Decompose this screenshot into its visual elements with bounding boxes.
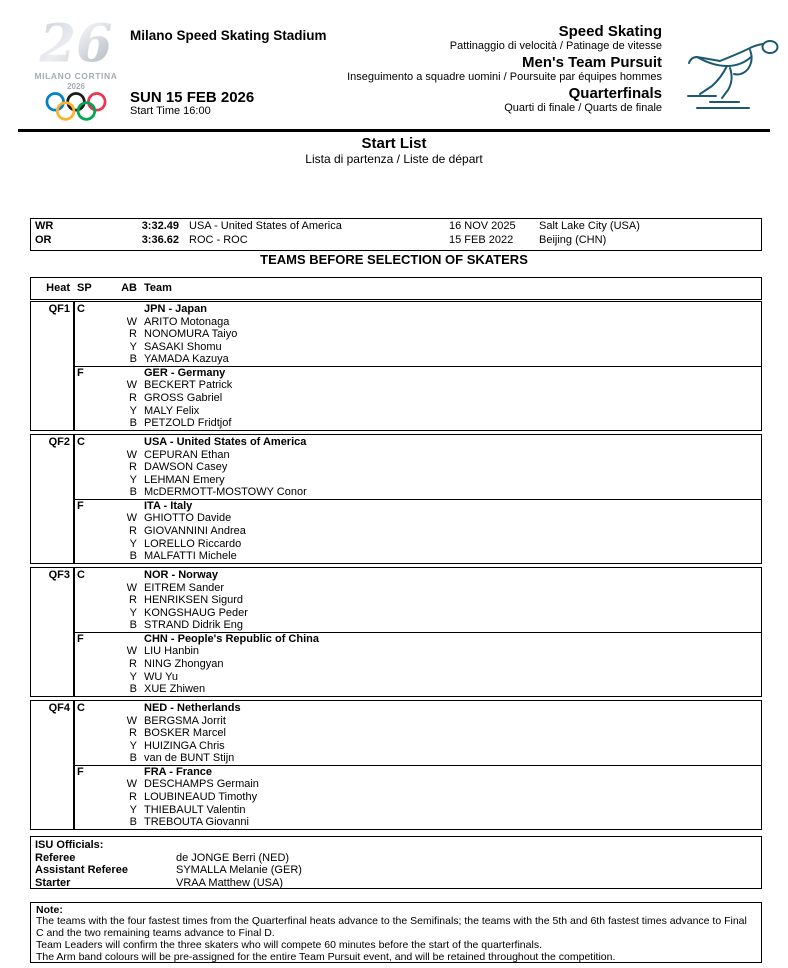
sp-letter: C [77,569,85,581]
team-block [31,367,761,430]
olympic-rings-icon [44,92,108,122]
skater-row [31,316,761,329]
armband-letter: W [126,778,137,791]
skater-row [31,550,761,563]
record-team: ROC - ROC [189,234,248,246]
team-header-row [31,436,761,449]
skater-row [31,341,761,354]
skater-row [31,645,761,658]
event-date: SUN 15 FEB 2026 [130,89,255,106]
team-name: NOR - Norway [144,569,218,581]
skater-name: WU Yu [144,670,179,683]
official-row [31,852,761,865]
official-name: SYMALLA Melanie (GER) [176,864,302,877]
sp-letter: C [77,303,85,315]
record-label: WR [35,220,54,232]
team-block [31,766,761,829]
sp-letter: F [77,499,84,512]
skater-name: HENRIKSEN Sigurd [144,594,244,607]
skater-name: GIOVANNINI Andrea [144,524,246,537]
skater-name: XUE Zhiwen [144,683,206,696]
team-header-row [31,367,761,380]
official-name: VRAA Matthew (USA) [176,876,283,889]
skater-name: GROSS Gabriel [144,391,223,404]
skater-name: THIEBAULT Valentin [144,803,246,816]
document-title: Start List [361,135,427,152]
skater-row [31,607,761,620]
armband-letter: R [129,657,137,670]
skater-row [31,449,761,462]
skater-name: MALY Felix [144,404,200,417]
sp-letter: F [77,765,84,778]
record-place: Salt Lake City (USA) [539,220,640,232]
team-name: USA - United States of America [144,436,307,448]
team-name: FRA - France [144,765,213,778]
armband-letter: R [129,461,137,474]
logo-mark-26 [37,12,115,72]
armband-letter: B [129,486,137,499]
armband-letter: B [129,752,137,765]
venue-title: Milano Speed Skating Stadium [130,28,327,43]
armband-letter: W [126,645,137,658]
heat-box [30,301,762,431]
skater-row [31,405,761,418]
team-header-row [31,569,761,582]
event-name: Men's Team Pursuit [522,54,662,71]
skater-name: NONOMURA Taiyo [144,328,238,341]
team-name: CHN - People's Republic of China [144,632,319,645]
team-header-row [31,303,761,316]
sp-letter: F [77,366,84,379]
skater-name: CEPURAN Ethan [144,448,230,461]
official-row [31,877,761,890]
skater-row [31,353,761,366]
header-rule [18,129,770,132]
start-time: Start Time 16:00 [130,105,211,117]
record-time: 3:36.62 [141,234,179,246]
team-block [31,569,761,632]
record-time: 3:32.49 [141,220,179,232]
skater-name: EITREM Sander [144,581,225,594]
armband-letter: B [129,619,137,632]
skater-name: BERGSMA Jorrit [144,714,226,727]
section-title: TEAMS BEFORE SELECTION OF SKATERS [260,252,528,267]
document-subtitle: Lista di partenza / Liste de départ [305,152,483,166]
note-title: Note: [36,904,63,916]
skater-row [31,417,761,430]
skater-name: PETZOLD Fridtjof [144,417,232,430]
skater-row [31,791,761,804]
skater-name: BECKERT Patrick [144,379,233,392]
team-header-row [31,633,761,646]
armband-letter: W [126,315,137,328]
armband-letter: R [129,391,137,404]
sport-subtitle: Pattinaggio di velocità / Patinage de vitesse [449,40,662,52]
armband-letter: Y [129,739,137,752]
armband-letter: R [129,790,137,803]
skater-row [31,582,761,595]
skater-row [31,778,761,791]
team-header-row [31,500,761,513]
skater-name: NING Zhongyan [144,657,224,670]
skater-row [31,594,761,607]
skater-name: TREBOUTA Giovanni [144,816,249,829]
armband-letter: Y [129,670,137,683]
armband-letter: B [129,550,137,563]
skater-row [31,715,761,728]
note-line: The teams with the four fastest times from the Quarterfinal heats advance to the Semifinals; the teams with the 5th and 6th fastest times advance to Final C and the two remaining teams advance to Final D. [36,915,747,939]
team-block [31,303,761,366]
skater-name: GHIOTTO Davide [144,512,232,525]
skater-row [31,671,761,684]
armband-letter: Y [129,340,137,353]
skater-row [31,461,761,474]
skater-row [31,486,761,499]
skater-name: KONGSHAUG Peder [144,606,248,619]
skater-row [31,512,761,525]
skater-row [31,816,761,829]
team-block [31,500,761,563]
official-row [31,864,761,877]
team-header-row [31,766,761,779]
games-logo [28,12,124,122]
armband-letter: Y [129,404,137,417]
armband-letter: W [126,581,137,594]
skater-name: YAMADA Kazuya [144,353,229,366]
skater-name: MALFATTI Michele [144,550,237,563]
heat-label: QF1 [48,303,70,315]
skater-row [31,474,761,487]
team-block [31,702,761,765]
skater-row [31,752,761,765]
col-sp: SP [77,282,92,294]
heat-box [30,567,762,697]
skater-name: LORELLO Riccardo [144,537,242,550]
armband-letter: W [126,512,137,525]
heat-box [30,700,762,830]
skater-name: van de BUNT Stijn [144,752,235,765]
col-ab: AB [121,282,137,294]
sport-title: Speed Skating [558,23,662,40]
armband-letter: W [126,714,137,727]
record-row [31,220,761,234]
skater-row [31,683,761,696]
heat-label: QF2 [48,436,70,448]
logo-brand-text: MILANO CORTINA [34,71,118,81]
armband-letter: R [129,727,137,740]
heat-label: QF3 [48,569,70,581]
official-role: Assistant Referee [35,864,128,877]
record-place: Beijing (CHN) [539,234,607,246]
teams-table-header [30,277,762,300]
col-team: Team [144,282,172,294]
sp-letter: C [77,702,85,714]
skater-name: DESCHAMPS Germain [144,778,259,791]
record-label: OR [35,234,52,246]
skater-row [31,538,761,551]
record-row [31,234,761,248]
armband-letter: B [129,417,137,430]
skater-row [31,804,761,817]
armband-letter: R [129,594,137,607]
armband-letter: Y [129,803,137,816]
skater-name: McDERMOTT-MOSTOWY Conor [144,486,307,499]
team-name: NED - Netherlands [144,702,241,714]
armband-letter: Y [129,473,137,486]
armband-letter: B [129,683,137,696]
official-role: Starter [35,876,71,889]
team-name: GER - Germany [144,366,226,379]
skater-name: LEHMAN Emery [144,473,225,486]
skater-row [31,379,761,392]
phase-title: Quarterfinals [568,85,662,102]
skater-row [31,727,761,740]
armband-letter: B [129,816,137,829]
heat-box [30,434,762,564]
skater-name: LIU Hanbin [144,645,200,658]
event-subtitle: Inseguimento a squadre uomini / Poursuite par équipes hommes [347,71,662,83]
note-line: Team Leaders will confirm the three skaters who will compete 60 minutes before the start of the quarterfinals. [36,938,542,951]
team-name: JPN - Japan [144,303,207,315]
team-block [31,436,761,499]
note-line: The Arm band colours will be pre-assigned for the entire Team Pursuit event, and will be retained throughout the competition. [36,950,616,963]
sp-letter: C [77,436,85,448]
officials-box [30,836,762,889]
armband-letter: Y [129,537,137,550]
skater-name: SASAKI Shomu [144,340,222,353]
skater-row [31,525,761,538]
armband-letter: W [126,379,137,392]
logo-year-text: 2026 [67,82,85,91]
sp-letter: F [77,632,84,645]
team-block [31,633,761,696]
skater-row [31,392,761,405]
armband-letter: Y [129,606,137,619]
skater-row [31,740,761,753]
skater-name: LOUBINEAUD Timothy [144,790,258,803]
svg-text:26: 26 [39,13,113,72]
official-name: de JONGE Berri (NED) [176,851,290,864]
skater-name: HUIZINGA Chris [144,739,225,752]
record-date: 16 NOV 2025 [449,220,516,232]
skater-name: ARITO Motonaga [144,315,230,328]
col-heat: Heat [46,282,70,294]
note-box [30,902,762,963]
official-role: Referee [35,851,76,864]
skater-name: BOSKER Marcel [144,727,226,740]
skater-name: DAWSON Casey [144,461,228,474]
heat-label: QF4 [48,702,70,714]
armband-letter: R [129,524,137,537]
skater-row [31,658,761,671]
officials-title: ISU Officials: [35,839,104,851]
skater-row [31,328,761,341]
records-box [30,218,762,251]
speed-skater-icon [683,32,783,112]
armband-letter: R [129,328,137,341]
team-header-row [31,702,761,715]
team-name: ITA - Italy [144,499,193,512]
phase-subtitle: Quarti di finale / Quarts de finale [504,102,662,114]
skater-name: STRAND Didrik Eng [144,619,244,632]
record-team: USA - United States of America [189,220,342,232]
event-header [347,24,662,117]
skater-row [31,619,761,632]
armband-letter: W [126,448,137,461]
armband-letter: B [129,353,137,366]
record-date: 15 FEB 2022 [449,234,514,246]
